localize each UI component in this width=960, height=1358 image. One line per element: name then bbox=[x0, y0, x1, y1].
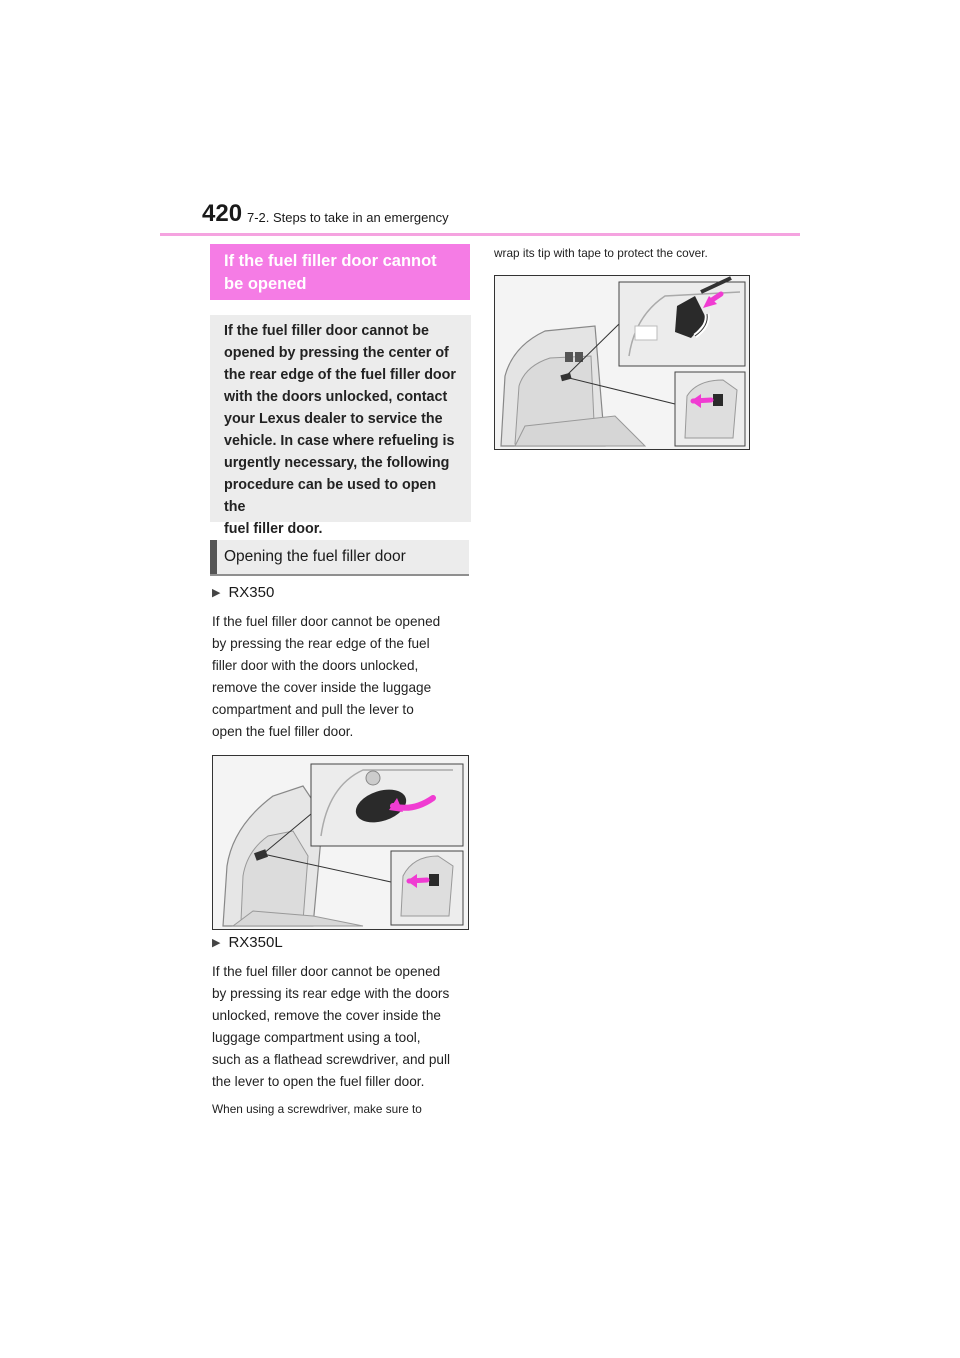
rx350l-line: If the fuel filler door cannot be opened bbox=[212, 964, 441, 979]
rx350-line: open the fuel filler door. bbox=[212, 724, 354, 739]
rx350l-line: the lever to open the fuel filler door. bbox=[212, 1074, 425, 1089]
header-rule bbox=[160, 233, 800, 236]
rx350-illustration bbox=[212, 755, 469, 930]
model-heading-rx350 bbox=[212, 584, 274, 601]
rx350-line: filler door with the doors unlocked, bbox=[212, 658, 419, 673]
topic-title-line-1: If the fuel filler door cannot bbox=[224, 252, 437, 270]
intro-line: opened by pressing the center of bbox=[224, 345, 449, 361]
rx350-line: by pressing the rear edge of the fuel bbox=[212, 636, 430, 651]
screwdriver-note-start: When using a screwdriver, make sure to bbox=[212, 1102, 422, 1116]
rx350l-paragraph bbox=[212, 961, 472, 1093]
model-name: RX350L bbox=[228, 934, 283, 951]
topic-title-line-2: be opened bbox=[224, 275, 307, 293]
intro-line: your Lexus dealer to service the bbox=[224, 411, 443, 427]
rx350l-line: by pressing its rear edge with the doors bbox=[212, 986, 450, 1001]
rx350l-line: unlocked, remove the cover inside the bbox=[212, 1008, 441, 1023]
page-header bbox=[160, 200, 800, 236]
rx350l-illustration bbox=[494, 275, 750, 450]
rx350-paragraph bbox=[212, 611, 472, 743]
right-triangle-icon: ▶ bbox=[212, 937, 221, 949]
model-heading-rx350l bbox=[212, 934, 283, 951]
subheading-bar bbox=[210, 540, 217, 574]
intro-line: procedure can be used to open the bbox=[224, 477, 437, 515]
section-title: 7-2. Steps to take in an emergency bbox=[247, 210, 449, 225]
intro-line: fuel filler door. bbox=[224, 521, 323, 537]
rx350l-line: such as a flathead screwdriver, and pull bbox=[212, 1052, 451, 1067]
model-name: RX350 bbox=[228, 584, 275, 601]
topic-title-box bbox=[210, 244, 470, 300]
rx350l-line: luggage compartment using a tool, bbox=[212, 1030, 421, 1045]
intro-line: the rear edge of the fuel filler door bbox=[224, 367, 456, 383]
right-triangle-icon: ▶ bbox=[212, 587, 221, 599]
intro-line: vehicle. In case where refueling is bbox=[224, 433, 455, 449]
intro-box bbox=[210, 315, 471, 537]
subheading-text: Opening the fuel filler door bbox=[224, 548, 406, 565]
rx350-line: remove the cover inside the luggage bbox=[212, 680, 432, 695]
rx350-line: compartment and pull the lever to bbox=[212, 702, 414, 717]
intro-line: with the doors unlocked, contact bbox=[224, 389, 448, 405]
intro-line: If the fuel filler door cannot be bbox=[224, 323, 429, 339]
page-number: 420 bbox=[202, 200, 243, 227]
subheading bbox=[210, 540, 469, 576]
intro-line: urgently necessary, the following bbox=[224, 455, 450, 471]
screwdriver-note-end: wrap its tip with tape to protect the cover. bbox=[494, 246, 708, 260]
rx350-line: If the fuel filler door cannot be opened bbox=[212, 614, 441, 629]
